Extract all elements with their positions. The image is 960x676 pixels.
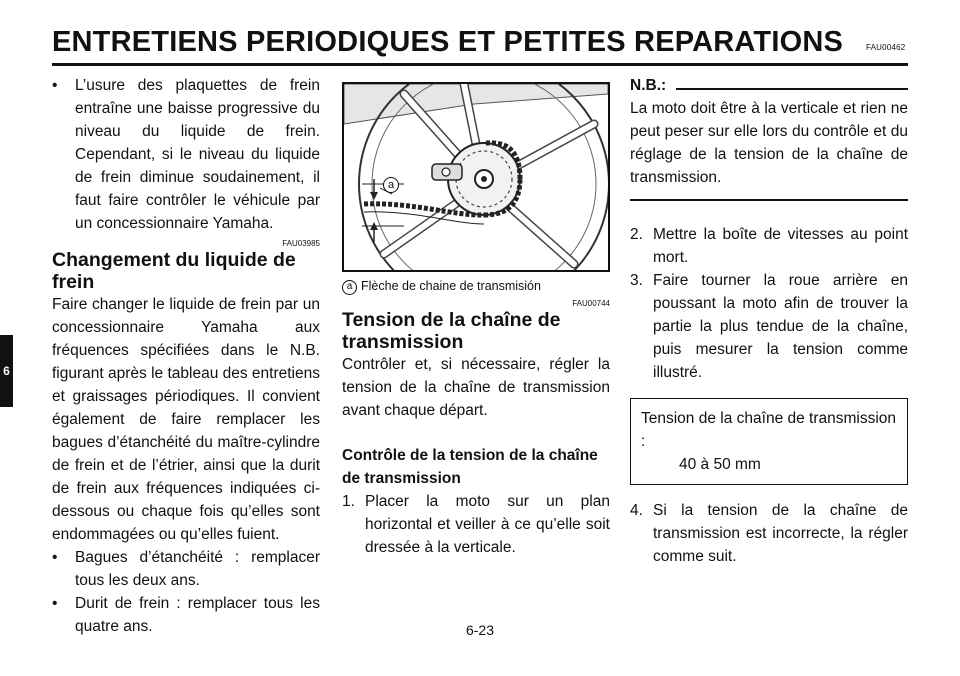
spec-value: 40 à 50 mm <box>679 456 761 473</box>
section-heading: Changement du liquide de frein <box>52 249 296 293</box>
paragraph: Faire changer le liquide de frein par un concessionnaire Yamaha aux fréquences spécifiées dans le N.B. figurant après le tableau des entretiens et graissages périodiques. Il convient également de faire remplacer les bagues d’étanchéité du maître-cylindre de frein et de l’étrier, ainsi que la durit de frein aux fréquences indiquées ci-dessous ou chaque fois qu’elles sont endommagées ou qu’elles fuient. <box>52 296 320 543</box>
paragraph: Contrôler et, si nécessaire, régler la tension de la chaîne de transmission avant chaque départ. <box>342 356 610 419</box>
step-number: 2. <box>630 226 643 243</box>
chain-illustration <box>344 84 608 270</box>
nb-header <box>630 74 908 97</box>
page-number: 6-23 <box>465 622 495 638</box>
step-item <box>630 499 908 568</box>
caption-text: Flèche de chaine de transmisión <box>361 279 541 293</box>
nb-label: N.B.: <box>630 77 667 94</box>
bullet-item <box>52 546 320 592</box>
section-code: FAU00744 <box>572 299 610 308</box>
chain-figure <box>342 82 610 272</box>
bullet-mark: • <box>52 595 58 612</box>
bullet-text: Durit de frein : remplacer tous les quatre ans. <box>75 595 320 635</box>
title-rule <box>52 63 908 66</box>
column-middle <box>342 74 610 559</box>
bullet-item <box>52 74 320 235</box>
step-text: Si la tension de la chaîne de transmission est incorrecte, la régler comme suit. <box>653 502 908 565</box>
column-left <box>52 74 320 638</box>
bullet-text: Bagues d’étanchéité : remplacer tous les deux ans. <box>75 549 320 589</box>
section-code: FAU00462 <box>866 43 906 52</box>
step-item <box>630 269 908 384</box>
bullet-mark: • <box>52 549 58 566</box>
chapter-tab: 6 <box>0 335 13 407</box>
section-code: FAU03985 <box>282 239 320 248</box>
step-item <box>342 490 610 559</box>
page-title: ENTRETIENS PERIODIQUES ET PETITES REPARATIONS <box>52 26 844 58</box>
spec-label: Tension de la chaîne de transmission : <box>641 410 897 450</box>
column-right <box>630 74 908 568</box>
spacer <box>342 422 610 444</box>
step-item <box>630 223 908 269</box>
step-text: Mettre la boîte de vitesses au point mort. <box>653 226 908 266</box>
callout-marker: a <box>342 280 357 295</box>
step-number: 1. <box>342 493 355 510</box>
spec-box <box>630 398 908 485</box>
step-number: 3. <box>630 272 643 289</box>
section-heading: Tension de la chaîne de transmission <box>342 309 561 353</box>
step-number: 4. <box>630 502 643 519</box>
bullet-mark: • <box>52 77 58 94</box>
bullet-text: L’usure des plaquettes de frein entraîne une baisse progressive du niveau du liquide de frein. Cependant, si le niveau du liquide de frein diminue soudainement, il faut faire contrôler le véhicule par un concessionnaire Yamaha. <box>75 77 320 232</box>
subheading: Contrôle de la tension de la chaîne de transmission <box>342 447 598 487</box>
nb-text: La moto doit être à la verticale et rien ne peut peser sur elle lors du contrôle et du réglage de la tension de la chaîne de transmission. <box>630 100 908 186</box>
nb-rule <box>676 88 908 90</box>
step-text: Faire tourner la roue arrière en poussant la moto afin de trouver la partie la plus tendue de la chaîne, puis mesurer la tension comme illustré. <box>653 272 908 381</box>
step-text: Placer la moto sur un plan horizontal et veiller à ce qu’elle soit dressée à la verticale. <box>365 493 610 556</box>
spacer <box>630 201 908 223</box>
callout-a: a <box>383 177 399 193</box>
figure-caption <box>342 277 610 295</box>
